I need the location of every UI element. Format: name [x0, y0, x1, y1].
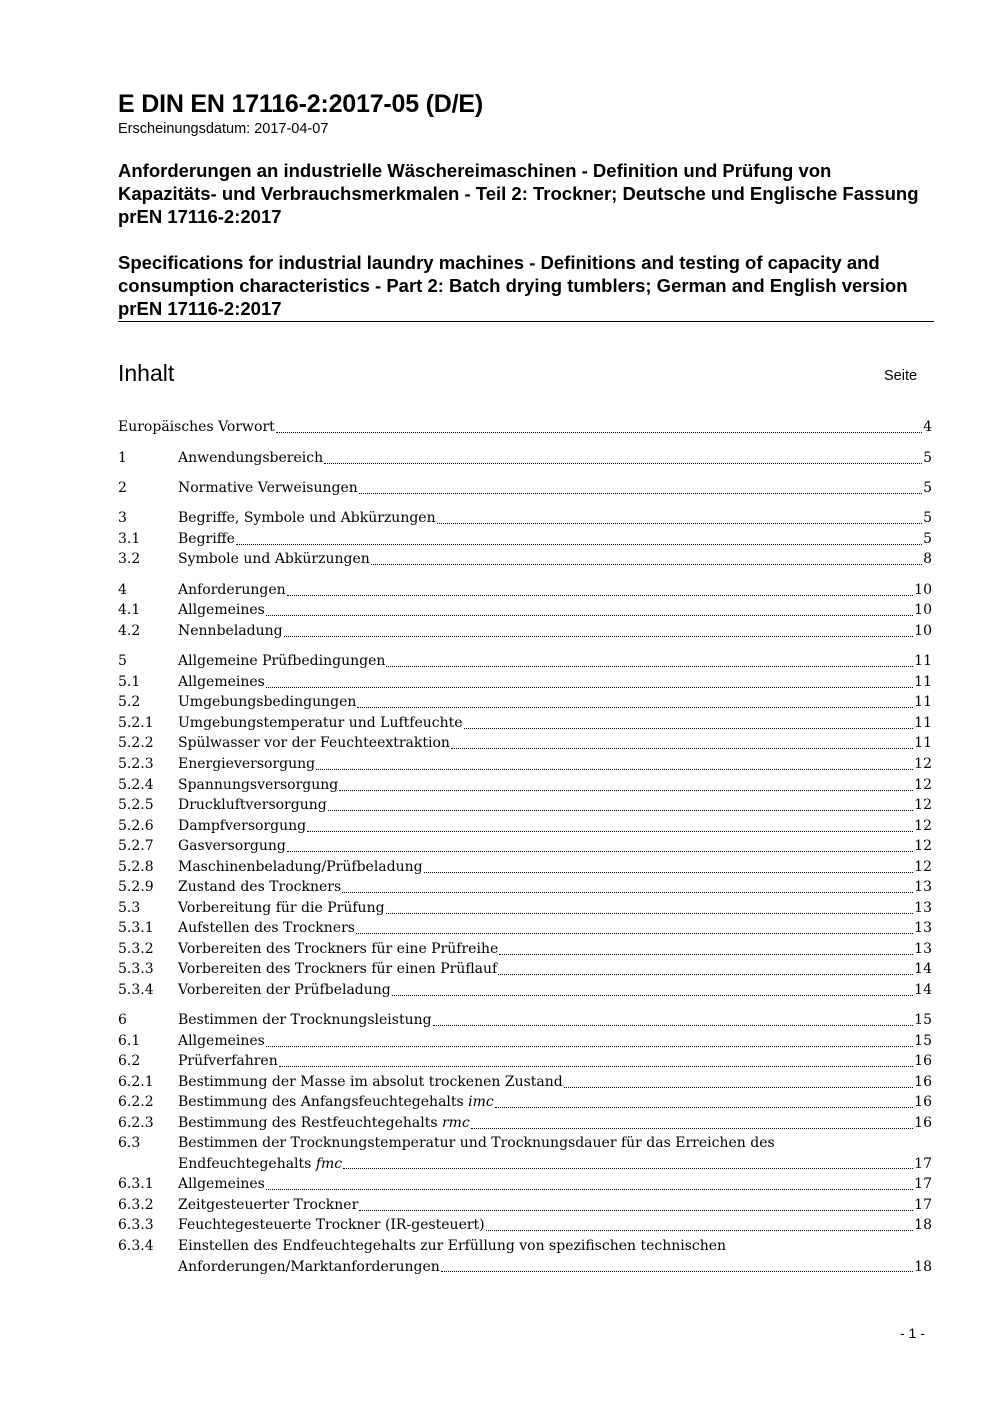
toc-entry[interactable] [118, 1092, 932, 1113]
toc-entry-line [178, 1154, 932, 1175]
toc-entry-line [178, 713, 932, 734]
toc-entry-line [178, 600, 932, 621]
toc-entry[interactable] [118, 898, 932, 919]
toc-leader-dots [451, 747, 913, 749]
toc-entry-number: 5 [118, 653, 127, 669]
toc-entry-number: 2 [118, 480, 127, 496]
toc-entry-title: Umgebungstemperatur und Luftfeuchte [178, 715, 463, 731]
toc-entry-number: 6.2.2 [118, 1094, 154, 1110]
toc-entry-title: Einstellen des Endfeuchtegehalts zur Erfüllung von spezifischen technischen [178, 1238, 727, 1254]
toc-entry-title: Vorbereiten des Trockners für eine Prüfreihe [178, 941, 499, 957]
toc-leader-dots [392, 994, 913, 996]
toc-entry[interactable] [118, 621, 932, 642]
toc-entry[interactable] [118, 754, 932, 775]
toc-entry-page: 18 [914, 1258, 932, 1275]
toc-leader-dots [357, 706, 913, 708]
toc-leader-dots [371, 563, 922, 565]
toc-leader-dots [464, 727, 914, 729]
toc-entry-title: Spülwasser vor der Feuchteextraktion [178, 735, 450, 751]
toc-entry-line [178, 877, 932, 898]
toc-entry[interactable] [118, 836, 932, 857]
toc-entry-title: Bestimmen der Trocknungstemperatur und Trocknungsdauer für das Erreichen des [178, 1135, 775, 1151]
toc-entry[interactable] [118, 1072, 932, 1093]
toc-entry-title: Begriffe [178, 531, 235, 547]
toc-entry-line [178, 580, 932, 601]
toc-entry-page: 16 [914, 1115, 932, 1131]
toc-entry-title: Bestimmung des Anfangsfeuchtegehalts imc [178, 1094, 494, 1110]
toc-entry-title: Symbole und Abkürzungen [178, 551, 370, 567]
toc-entry-page: 16 [914, 1053, 932, 1069]
toc-entry-number: 5.2.8 [118, 859, 154, 875]
toc-entry-page: 13 [914, 920, 932, 936]
toc-entry[interactable] [118, 1215, 932, 1236]
toc-entry-title: Energieversorgung [178, 756, 316, 772]
toc-entry[interactable] [118, 713, 932, 734]
toc-leader-dots [284, 635, 914, 637]
toc-entry[interactable] [118, 857, 932, 878]
toc-entry-page: 11 [914, 653, 932, 669]
toc-entry-title: Feuchtegesteuerte Trockner (IR-gesteuert) [178, 1217, 485, 1233]
toc-entry-number: 1 [118, 450, 127, 466]
title-divider [118, 321, 934, 322]
toc-entry-line [178, 898, 932, 919]
toc-entry-page: 12 [914, 859, 932, 875]
toc-entry[interactable] [118, 918, 932, 939]
toc-entry[interactable] [118, 980, 932, 1001]
toc-entry-continuation [118, 1257, 932, 1278]
toc-entry[interactable] [118, 448, 932, 469]
toc-leader-dots [564, 1086, 913, 1088]
toc-entry-number: 5.2.9 [118, 879, 154, 895]
toc-leader-dots [433, 1024, 914, 1026]
toc-entry-line [178, 621, 932, 642]
toc-entry-number: 5.2.7 [118, 838, 154, 854]
toc-leader-dots [437, 522, 922, 524]
toc-entry-number: 6.3.4 [118, 1238, 154, 1254]
toc-entry-number: 5.3 [118, 900, 141, 916]
toc-entry-number: 6.3.2 [118, 1197, 154, 1213]
title-english: Specifications for industrial laundry machines - Definitions and testing of capacity and consumption characteristics - Part 2: Batch drying tumblers; German and English version prEN 17116-2:2017 [118, 252, 908, 319]
toc-entry-page: 5 [923, 510, 932, 526]
toc-entry-number: 4.1 [118, 602, 141, 618]
toc-entry-title: Allgemeines [178, 1176, 265, 1192]
toc-entry-number: 5.3.2 [118, 941, 154, 957]
toc-entry[interactable] [118, 600, 932, 621]
toc-entry-title: Bestimmung des Restfeuchtegehalts rmc [178, 1115, 470, 1131]
toc-entry[interactable] [118, 1051, 932, 1072]
toc-entry-title: Normative Verweisungen [178, 480, 358, 496]
toc-entry-number: 6.3.1 [118, 1176, 154, 1192]
toc-leader-dots [266, 1045, 913, 1047]
toc-entry-title: Bestimmen der Trocknungsleistung [178, 1012, 432, 1028]
toc-entry-number: 6.2 [118, 1053, 141, 1069]
toc-entry-line [178, 672, 932, 693]
toc-entry-number: 6.3.3 [118, 1217, 154, 1233]
toc-entry-line [178, 918, 932, 939]
toc-entry[interactable] [118, 959, 932, 980]
toc-leader-dots [343, 1167, 913, 1169]
toc-entry-page: 12 [914, 838, 932, 854]
toc-entry-number: 5.2.5 [118, 797, 154, 813]
toc-entry-page: 11 [914, 735, 932, 751]
toc-entry-line [178, 448, 932, 469]
toc-leader-dots [342, 891, 913, 893]
toc-entry[interactable] [118, 733, 932, 754]
toc-entry-line [178, 857, 932, 878]
toc-entry[interactable] [118, 795, 932, 816]
toc-entry-line [178, 939, 932, 960]
toc-entry-page: 13 [914, 941, 932, 957]
toc-entry-line [178, 529, 932, 550]
toc-leader-dots [316, 768, 913, 770]
toc-entry-page: 14 [914, 982, 932, 998]
toc-leader-dots [356, 932, 913, 934]
toc-entry-page: 4 [923, 419, 932, 435]
toc-entry-number: 5.2.1 [118, 715, 154, 731]
toc-entry-number: 5.2.6 [118, 818, 154, 834]
page-number: - 1 - [900, 1325, 925, 1341]
toc-entry-page: 8 [923, 551, 932, 567]
toc-entry-number: 3 [118, 510, 127, 526]
toc-entry-number: 3.2 [118, 551, 141, 567]
toc-entry-title: Umgebungsbedingungen [178, 694, 357, 710]
toc-leader-dots [324, 462, 922, 464]
toc-entry-number: 6.2.1 [118, 1074, 154, 1090]
toc-entry-line [178, 478, 932, 499]
toc-entry-number: 5.3.4 [118, 982, 154, 998]
toc-leader-dots [471, 1127, 913, 1129]
publication-date: Erscheinungsdatum: 2017-04-07 [118, 121, 329, 137]
toc-entry-title-continued: Endfeuchtegehalts fmc [178, 1155, 343, 1172]
toc-entry-line [178, 549, 932, 570]
toc-entry-page: 5 [923, 450, 932, 466]
toc-entry-page: 15 [914, 1033, 932, 1049]
toc-leader-dots [498, 973, 913, 975]
toc-entry-number: 5.3.3 [118, 961, 154, 977]
title-german: Anforderungen an industrielle Wäschereimaschinen - Definition und Prüfung von Kapazitäts- und Verbrauchsmerkmalen - Teil 2: Trockner; Deutsche und Englische Fassung prEN 17116-2:2017 [118, 160, 919, 227]
toc-entry-title: Spannungsversorgung [178, 777, 339, 793]
toc-entry-title: Aufstellen des Trockners [178, 920, 355, 936]
toc-entry-number: 6.3 [118, 1135, 141, 1151]
toc-entry-title: Allgemeines [178, 674, 265, 690]
toc-entry-title: Druckluftversorgung [178, 797, 327, 813]
toc-entry-page: 17 [914, 1176, 932, 1192]
toc-entry-line [178, 1215, 932, 1236]
toc-entry-page: 16 [914, 1094, 932, 1110]
toc-leader-dots [307, 830, 913, 832]
toc-entry[interactable] [118, 1113, 932, 1134]
toc-entry[interactable] [118, 651, 932, 672]
toc-entry-line [178, 1092, 932, 1113]
toc-entry-page: 11 [914, 674, 932, 690]
toc-entry[interactable] [118, 939, 932, 960]
toc-entry-title: Nennbeladung [178, 623, 283, 639]
toc-entry-title: Allgemeines [178, 602, 265, 618]
toc-leader-dots [287, 850, 913, 852]
toc-entry-line [178, 508, 932, 529]
toc-entry-page: 10 [914, 623, 932, 639]
toc-leader-dots [386, 665, 913, 667]
toc-entry[interactable] [118, 877, 932, 898]
toc-entry-title: Zeitgesteuerter Trockner [178, 1197, 359, 1213]
toc-entry-title: Vorbereiten der Prüfbeladung [178, 982, 391, 998]
toc-entry-title: Vorbereiten des Trockners für einen Prüflauf [178, 961, 498, 977]
toc-entry[interactable] [118, 1010, 932, 1031]
toc-entry[interactable] [118, 1031, 932, 1052]
toc-entry-line [178, 1195, 932, 1216]
toc-entry-number: 6.2.3 [118, 1115, 154, 1131]
toc-entry-line [118, 417, 932, 438]
toc-entry-number: 3.1 [118, 531, 141, 547]
toc-entry-number: 6 [118, 1012, 127, 1028]
toc-entry-number: 5.2.4 [118, 777, 154, 793]
toc-entry[interactable] [118, 549, 932, 570]
toc-leader-dots [495, 1106, 913, 1108]
toc-leader-dots [424, 871, 914, 873]
toc-leader-dots [266, 614, 913, 616]
toc-entry-page: 11 [914, 715, 932, 731]
toc-entry-page: 13 [914, 900, 932, 916]
toc-entry-number: 4 [118, 582, 127, 598]
toc-entry-page: 11 [914, 694, 932, 710]
toc-entry-line [178, 1072, 932, 1093]
toc-entry[interactable] [118, 478, 932, 499]
toc-entry-title: Anwendungsbereich [178, 450, 324, 466]
toc-entry-continuation [118, 1154, 932, 1175]
toc-entry-number: 5.2.2 [118, 735, 154, 751]
toc-leader-dots [359, 1209, 913, 1211]
toc-entry-title: Allgemeine Prüfbedingungen [178, 653, 386, 669]
toc-leader-dots [276, 431, 922, 433]
toc-entry-line [178, 959, 932, 980]
toc-heading: Inhalt [118, 360, 175, 386]
toc-entry-line [178, 1133, 932, 1154]
toc-entry-page: 5 [923, 480, 932, 496]
toc-entry-number: 5.2.3 [118, 756, 154, 772]
toc-entry-page: 12 [914, 797, 932, 813]
toc-entry-title: Dampfversorgung [178, 818, 307, 834]
toc-entry-title: Europäisches Vorwort [118, 419, 275, 435]
toc-entry-symbol: rmc [441, 1115, 470, 1131]
toc-entry-title: Maschinenbeladung/Prüfbeladung [178, 859, 423, 875]
toc-entry-title-continued: Anforderungen/Marktanforderungen [178, 1258, 440, 1275]
toc-entry-title: Gasversorgung [178, 838, 286, 854]
toc-leader-dots [328, 809, 913, 811]
toc-page-column-label: Seite [884, 368, 918, 384]
toc-entry-page: 18 [914, 1217, 932, 1233]
toc-entry-line [178, 775, 932, 796]
toc-entry-line [178, 1257, 932, 1278]
toc-leader-dots [266, 1188, 913, 1190]
toc-entry-number: 5.2 [118, 694, 141, 710]
toc-entry[interactable] [118, 775, 932, 796]
toc-entry-title: Zustand des Trockners [178, 879, 342, 895]
toc-entry[interactable] [118, 1174, 932, 1195]
toc-entry[interactable] [118, 816, 932, 837]
toc-leader-dots [287, 594, 914, 596]
toc-entry-page: 16 [914, 1074, 932, 1090]
toc-entry-line [178, 795, 932, 816]
toc-entry-title: Bestimmung der Masse im absolut trockenen Zustand [178, 1074, 563, 1090]
toc-entry-page: 17 [914, 1197, 932, 1213]
toc-entry-number: 5.1 [118, 674, 141, 690]
toc-entry-number: 6.1 [118, 1033, 141, 1049]
toc-entry-line [178, 816, 932, 837]
toc-entry-page: 13 [914, 879, 932, 895]
toc-entry[interactable] [118, 672, 932, 693]
toc-entry-page: 12 [914, 818, 932, 834]
toc-entry-line [178, 1174, 932, 1195]
toc-entry-line [178, 651, 932, 672]
toc-entry-page: 14 [914, 961, 932, 977]
toc-entry-page: 17 [914, 1155, 932, 1172]
toc-entry[interactable] [118, 1195, 932, 1216]
toc-entry-symbol: imc [468, 1094, 494, 1110]
toc-entry-page: 12 [914, 756, 932, 772]
toc-leader-dots [441, 1270, 913, 1272]
toc-entry-page: 5 [923, 531, 932, 547]
toc-entry-line [178, 836, 932, 857]
toc-entry[interactable] [118, 692, 932, 713]
toc-entry-line [178, 733, 932, 754]
toc-leader-dots [386, 912, 914, 914]
toc-entry-title: Allgemeines [178, 1033, 265, 1049]
toc-leader-dots [266, 686, 913, 688]
toc-entry-line [178, 1031, 932, 1052]
toc-entry[interactable] [118, 417, 932, 438]
toc-entry-line [178, 1236, 932, 1257]
toc-entry-line [178, 754, 932, 775]
toc-entry-page: 10 [914, 582, 932, 598]
toc-entry-line [178, 1010, 932, 1031]
toc-entry-line [178, 1113, 932, 1134]
toc-entry-title: Prüfverfahren [178, 1053, 278, 1069]
toc-leader-dots [279, 1065, 913, 1067]
toc-leader-dots [486, 1229, 914, 1231]
toc-leader-dots [359, 492, 922, 494]
toc-entry-title: Begriffe, Symbole und Abkürzungen [178, 510, 436, 526]
toc-entry-line [178, 980, 932, 1001]
toc-entry[interactable] [118, 529, 932, 550]
toc-entry-number: 5.3.1 [118, 920, 154, 936]
toc-entry-page: 10 [914, 602, 932, 618]
toc-entry[interactable] [118, 580, 932, 601]
toc-entry-number: 4.2 [118, 623, 141, 639]
toc-entry-line [178, 1051, 932, 1072]
toc-entry-line [178, 692, 932, 713]
toc-entry-title: Vorbereitung für die Prüfung [178, 900, 385, 916]
toc-entry-page: 12 [914, 777, 932, 793]
toc-entry[interactable] [118, 508, 932, 529]
toc-entry-title: Anforderungen [178, 582, 286, 598]
toc-leader-dots [499, 953, 913, 955]
document-id: E DIN EN 17116-2:2017-05 (D/E) [118, 90, 484, 118]
toc-entry-page: 15 [914, 1012, 932, 1028]
toc-entry[interactable] [118, 1133, 932, 1154]
toc-entry-symbol: fmc [315, 1155, 343, 1172]
toc-entry[interactable] [118, 1236, 932, 1257]
toc-leader-dots [339, 789, 913, 791]
toc-leader-dots [236, 543, 922, 545]
